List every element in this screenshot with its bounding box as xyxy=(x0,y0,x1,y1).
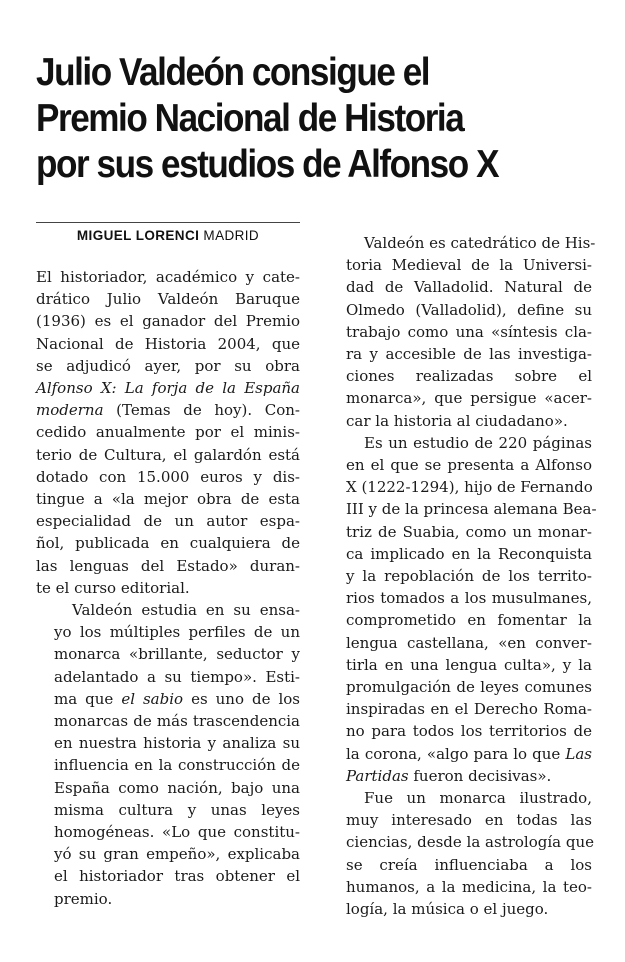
text-line: promulgación de leyes comunes xyxy=(346,678,592,697)
text-line xyxy=(36,399,300,421)
text-line: inspiradas en el Derecho Roma- xyxy=(346,700,592,719)
text-line: X (1222-1294), hijo de Fernando xyxy=(346,478,593,497)
headline-line-2: Premio Nacional de Historia xyxy=(36,97,464,140)
text-line: dotado con 15.000 euros y dis- xyxy=(36,467,300,486)
text-line: (1936) es el ganador del Premio xyxy=(36,312,300,331)
headline xyxy=(36,50,549,188)
text-line: premio. xyxy=(54,889,113,908)
text-line: Valdeón es catedrático de His- xyxy=(364,234,596,252)
text-line: Valdeón estudia en su ensa- xyxy=(72,601,300,620)
text-line: III y de la princesa alemana Bea- xyxy=(346,500,597,519)
text-line: misma cultura y unas leyes xyxy=(54,800,300,819)
text-line: en nuestra historia y analiza su xyxy=(54,734,300,753)
text-line: se adjudicó ayer, por su obra xyxy=(36,356,300,375)
text-fragment: la corona, «algo para lo que xyxy=(346,744,566,763)
byline-author: MIGUEL LORENCI xyxy=(76,228,200,243)
text-line xyxy=(328,743,592,765)
text-line: y la repoblación de los territo- xyxy=(346,567,592,586)
text-line: Fue un monarca ilustrado, xyxy=(364,789,592,808)
text-line: ciones realizadas sobre el xyxy=(346,367,592,386)
headline-line-1: Julio Valdeón consigue el xyxy=(36,51,430,94)
text-line: Olmedo (Valladolid), define su xyxy=(346,300,592,319)
text-line: terio de Cultura, el galardón está xyxy=(36,445,300,464)
text-line: El historiador, académico y cate- xyxy=(36,268,300,286)
text-line: comprometido en fomentar la xyxy=(346,611,592,630)
text-line: yó su gran empeño», explicaba xyxy=(54,845,300,864)
text-line: dad de Valladolid. Natural de xyxy=(346,278,592,297)
text-line: yo los múltiples perfiles de un xyxy=(54,623,300,642)
text-line: cedido anualmente por el minis- xyxy=(36,423,300,442)
text-line xyxy=(36,377,300,399)
book-title-italic: Partidas xyxy=(346,766,409,785)
text-line: ca implicado en la Reconquista xyxy=(346,544,592,563)
text-fragment: fueron decisivas». xyxy=(408,766,552,785)
text-line: trabajo como una «síntesis cla- xyxy=(346,322,592,341)
byline xyxy=(36,228,300,243)
text-line: lengua castellana, «en conver- xyxy=(346,633,592,652)
book-title-italic: Alfonso X: La forja de la España xyxy=(36,379,300,398)
byline-rule xyxy=(36,222,300,223)
text-line: las lenguas del Estado» duran- xyxy=(36,556,300,575)
book-title-italic: Las xyxy=(565,744,592,763)
text-line: en el que se presenta a Alfonso xyxy=(346,456,592,475)
epithet-italic: el sabio xyxy=(121,689,184,708)
right-paragraph-1 xyxy=(328,232,596,432)
text-line: Nacional de Historia 2004, que xyxy=(36,334,300,353)
text-line: muy interesado en todas las xyxy=(346,811,592,830)
text-line: logía, la música o el juego. xyxy=(346,900,549,919)
book-title-italic: moderna xyxy=(36,401,104,420)
right-column xyxy=(328,232,597,920)
text-line: rios tomados a los musulmanes, xyxy=(346,589,592,608)
text-line: tirla en una lengua culta», y la xyxy=(346,655,592,674)
byline-city: MADRID xyxy=(203,228,260,243)
text-line: no para todos los territorios de xyxy=(346,722,592,741)
text-line: toria Medieval de la Universi- xyxy=(346,256,592,275)
text-line: el historiador tras obtener el xyxy=(54,867,300,886)
text-line: tingue a «la mejor obra de esta xyxy=(36,490,300,509)
text-line xyxy=(328,765,592,787)
text-line: te el curso editorial. xyxy=(36,578,190,597)
left-paragraph-2 xyxy=(36,599,300,910)
text-line: ra y accesible de las investiga- xyxy=(346,345,592,364)
text-line: ciencias, desde la astrología que xyxy=(346,833,594,852)
text-line: triz de Suabia, como un monar- xyxy=(346,522,592,541)
text-line: homogéneas. «Lo que constitu- xyxy=(54,823,300,842)
right-paragraph-2 xyxy=(328,432,597,787)
text-line: Es un estudio de 220 páginas xyxy=(364,433,592,452)
left-paragraph-1 xyxy=(36,266,300,599)
text-line: monarca «brillante, seductor y xyxy=(54,645,300,664)
right-paragraph-3 xyxy=(328,787,592,920)
text-fragment: (Temas de hoy). Con- xyxy=(103,401,300,420)
text-line: ñol, publicada en cualquiera de xyxy=(36,534,300,553)
text-line: car la historia al ciudadano». xyxy=(346,411,568,430)
text-line xyxy=(36,688,300,710)
text-line: monarca», que persigue «acer- xyxy=(346,389,592,408)
left-column xyxy=(36,266,300,910)
text-line: drático Julio Valdeón Baruque xyxy=(36,290,300,309)
text-line: España como nación, bajo una xyxy=(54,778,300,797)
text-line: monarcas de más trascendencia xyxy=(54,712,300,731)
text-line: humanos, a la medicina, la teo- xyxy=(346,877,592,896)
text-fragment: es uno de los xyxy=(183,689,300,708)
text-fragment: ma que xyxy=(54,689,122,708)
text-line: se creía influenciaba a los xyxy=(346,855,592,874)
text-line: adelantado a su tiempo». Esti- xyxy=(54,667,300,686)
text-line: influencia en la construcción de xyxy=(54,756,300,775)
text-line: especialidad de un autor espa- xyxy=(36,512,300,531)
headline-line-3: por sus estudios de Alfonso X xyxy=(36,143,499,186)
